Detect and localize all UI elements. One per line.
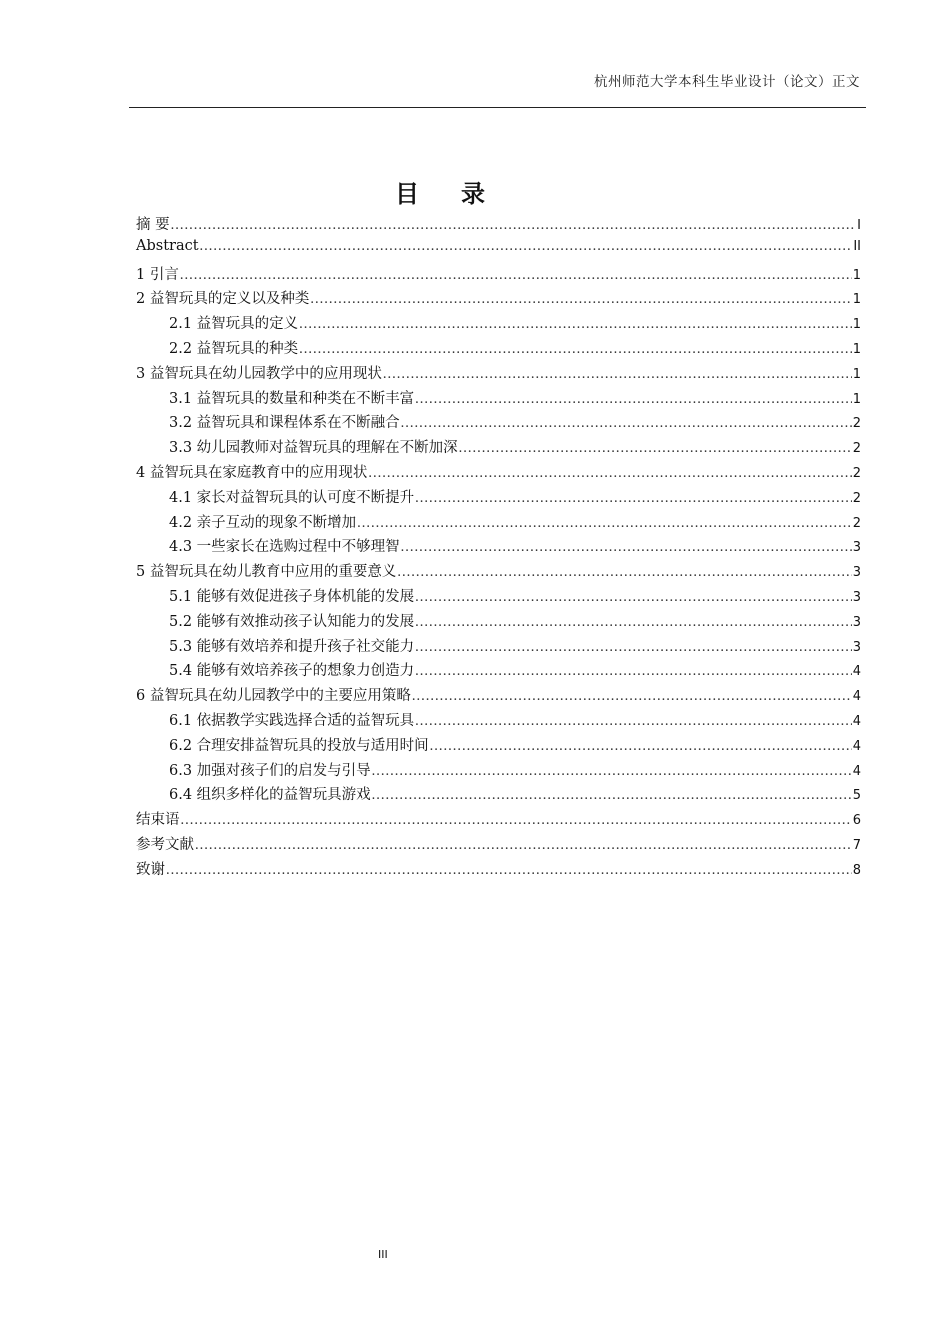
- toc-entry-page: 4: [852, 738, 861, 754]
- toc-leader-dots: [299, 341, 852, 358]
- toc-entry-label: 3.3 幼儿园教师对益智玩具的理解在不断加深: [169, 440, 458, 457]
- toc-entry-page: 8: [852, 862, 861, 878]
- toc-entry-label: 6.4 组织多样化的益智玩具游戏: [169, 787, 371, 804]
- toc-entry[interactable]: [136, 461, 861, 486]
- toc-leader-dots: [171, 217, 857, 234]
- toc-entry[interactable]: [136, 709, 861, 734]
- toc-entry-page: 3: [852, 565, 861, 581]
- toc-entry-page: II: [853, 238, 861, 254]
- toc-entry-page: 2: [852, 416, 861, 432]
- toc-entry-page: 2: [852, 441, 861, 457]
- toc-entry-label: 结束语: [136, 812, 180, 829]
- toc-leader-dots: [401, 539, 852, 556]
- toc-entry[interactable]: [136, 213, 861, 238]
- page-title: 目录: [395, 179, 527, 208]
- toc-entry-page: I: [857, 218, 861, 233]
- toc-entry[interactable]: [136, 858, 861, 883]
- toc-leader-dots: [372, 787, 852, 804]
- toc-entry[interactable]: [136, 585, 861, 610]
- toc-entry[interactable]: [136, 734, 861, 759]
- toc-entry[interactable]: [136, 238, 861, 263]
- toc-entry-page: 2: [852, 465, 861, 481]
- toc-leader-dots: [310, 291, 851, 308]
- table-of-contents: [136, 213, 861, 883]
- toc-entry-label: 6.3 加强对孩子们的启发与引导: [169, 762, 371, 779]
- toc-entry[interactable]: [136, 387, 861, 412]
- toc-entry-label: 4.3 一些家长在选购过程中不够理智: [169, 539, 400, 556]
- toc-entry-page: 3: [852, 614, 861, 630]
- toc-leader-dots: [397, 564, 851, 581]
- toc-entry-page: 3: [852, 589, 861, 605]
- toc-leader-dots: [166, 862, 852, 879]
- toc-leader-dots: [415, 663, 852, 680]
- toc-leader-dots: [430, 738, 852, 755]
- toc-entry[interactable]: [136, 759, 861, 784]
- toc-entry[interactable]: [136, 312, 861, 337]
- toc-entry[interactable]: [136, 263, 861, 288]
- toc-leader-dots: [357, 515, 852, 532]
- toc-entry-page: 1: [852, 391, 861, 407]
- toc-leader-dots: [459, 440, 852, 457]
- toc-entry[interactable]: [136, 287, 861, 312]
- toc-leader-dots: [412, 688, 852, 705]
- toc-entry[interactable]: [136, 684, 861, 709]
- toc-entry-page: 1: [852, 292, 861, 308]
- toc-entry-page: 4: [852, 689, 861, 705]
- toc-entry-label: 3 益智玩具在幼儿园教学中的应用现状: [136, 365, 382, 382]
- toc-entry[interactable]: [136, 659, 861, 684]
- toc-entry-label: 3.2 益智玩具和课程体系在不断融合: [169, 415, 400, 432]
- toc-entry[interactable]: [136, 535, 861, 560]
- toc-leader-dots: [195, 837, 852, 854]
- toc-entry-page: 4: [852, 664, 861, 680]
- toc-entry-label: 5.3 能够有效培养和提升孩子社交能力: [169, 638, 415, 655]
- toc-entry-page: 1: [852, 366, 861, 382]
- toc-leader-dots: [415, 589, 852, 606]
- toc-entry-label: 6 益智玩具在幼儿园教学中的主要应用策略: [136, 688, 411, 705]
- toc-entry[interactable]: [136, 362, 861, 387]
- header-rule: [129, 107, 866, 108]
- toc-entry-label: 参考文献: [136, 836, 194, 853]
- toc-entry-label: 3.1 益智玩具的数量和种类在不断丰富: [169, 390, 415, 407]
- toc-entry-page: 2: [852, 490, 861, 506]
- toc-leader-dots: [181, 812, 852, 829]
- toc-entry-page: 3: [852, 540, 861, 556]
- toc-entry[interactable]: [136, 610, 861, 635]
- toc-leader-dots: [415, 614, 852, 631]
- toc-entry-label: 1 引言: [136, 266, 179, 283]
- toc-entry-label: 摘 要: [136, 217, 170, 233]
- page-number: III: [378, 1248, 388, 1261]
- toc-entry-label: 5.1 能够有效促进孩子身体机能的发展: [169, 588, 415, 605]
- toc-entry-label: 2.1 益智玩具的定义: [169, 316, 299, 333]
- toc-entry-label: 5.2 能够有效推动孩子认知能力的发展: [169, 613, 415, 630]
- toc-entry-label: 致谢: [136, 861, 165, 878]
- toc-entry-label: 2 益智玩具的定义以及种类: [136, 291, 310, 308]
- toc-leader-dots: [180, 267, 852, 284]
- toc-entry-page: 3: [852, 639, 861, 655]
- toc-leader-dots: [415, 391, 852, 408]
- toc-entry[interactable]: [136, 511, 861, 536]
- toc-entry[interactable]: [136, 411, 861, 436]
- toc-entry-label: 5 益智玩具在幼儿教育中应用的重要意义: [136, 564, 397, 581]
- toc-leader-dots: [299, 316, 852, 333]
- toc-entry-page: 1: [852, 267, 861, 283]
- toc-entry-label: 2.2 益智玩具的种类: [169, 340, 299, 357]
- toc-entry[interactable]: [136, 486, 861, 511]
- toc-leader-dots: [415, 639, 852, 656]
- toc-leader-dots: [415, 713, 852, 730]
- toc-entry-label: 4 益智玩具在家庭教育中的应用现状: [136, 464, 368, 481]
- toc-entry[interactable]: [136, 808, 861, 833]
- running-header: 杭州师范大学本科生毕业设计（论文）正文: [594, 74, 860, 90]
- toc-entry-page: 4: [852, 763, 861, 779]
- toc-entry-page: 5: [852, 788, 861, 804]
- toc-entry-page: 7: [852, 837, 861, 853]
- toc-leader-dots: [401, 415, 852, 432]
- toc-leader-dots: [372, 763, 852, 780]
- toc-entry[interactable]: [136, 337, 861, 362]
- toc-entry[interactable]: [136, 560, 861, 585]
- toc-entry-page: 4: [852, 713, 861, 729]
- toc-leader-dots: [383, 366, 852, 383]
- toc-entry[interactable]: [136, 783, 861, 808]
- toc-entry-page: 6: [852, 813, 861, 829]
- toc-entry-label: 4.2 亲子互动的现象不断增加: [169, 514, 357, 531]
- toc-entry-page: 2: [852, 515, 861, 531]
- toc-entry-label: 4.1 家长对益智玩具的认可度不断提升: [169, 489, 415, 506]
- toc-entry-label: Abstract: [136, 237, 199, 254]
- toc-leader-dots: [200, 238, 853, 255]
- toc-entry-label: 6.2 合理安排益智玩具的投放与适用时间: [169, 737, 429, 754]
- toc-entry[interactable]: [136, 635, 861, 660]
- toc-leader-dots: [368, 465, 851, 482]
- toc-entry[interactable]: [136, 436, 861, 461]
- toc-entry[interactable]: [136, 833, 861, 858]
- toc-entry-page: 1: [852, 317, 861, 333]
- toc-entry-page: 1: [852, 341, 861, 357]
- toc-leader-dots: [415, 490, 852, 507]
- toc-entry-label: 5.4 能够有效培养孩子的想象力创造力: [169, 663, 415, 680]
- toc-entry-label: 6.1 依据教学实践选择合适的益智玩具: [169, 712, 415, 729]
